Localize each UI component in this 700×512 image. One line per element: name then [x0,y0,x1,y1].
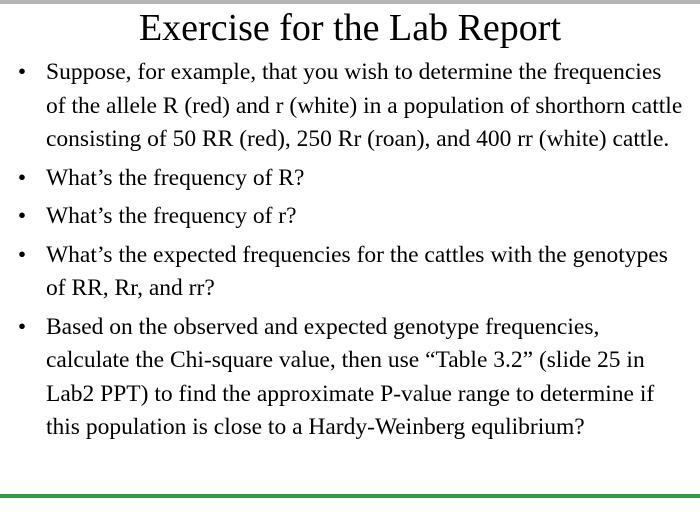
bullet-list [0,56,700,450]
bullet-text: What’s the expected frequencies for the cattles with the genotypes of RR, Rr, and rr? [46,241,668,301]
bullet-icon: • [17,241,27,268]
bullet-text: What’s the frequency of r? [46,203,297,229]
bullet-text: Suppose, for example, that you wish to determine the frequencies of the allele R (red) and r (white) in a population of shorthorn cattle consisting of 50 RR (red), 250 Rr (roan), and 400 rr (white) cattle. [46,59,683,152]
bullet-icon: • [17,203,27,229]
bullet-item-expected-frequencies [0,239,686,306]
bullet-item-chi-square [0,311,686,445]
bullet-item-frequency-r [0,200,686,234]
bullet-text: What’s the frequency of R? [46,164,305,191]
bullet-icon: • [17,59,27,85]
bullet-icon: • [17,164,27,191]
bullet-item-frequency-R [0,162,686,196]
slide-title: Exercise for the Lab Report [138,7,562,49]
bullet-item-scenario [0,56,686,157]
bullet-icon: • [17,313,27,340]
bottom-divider [0,494,700,498]
top-divider [0,0,700,4]
bullet-text: Based on the observed and expected genotype frequencies, calculate the Chi-square value, then use “Table 3.2” (slide 25 in Lab2 PPT) to find the approximate P-value range to determine if this population is close to a Hardy-Weinberg equlibrium? [46,313,655,440]
